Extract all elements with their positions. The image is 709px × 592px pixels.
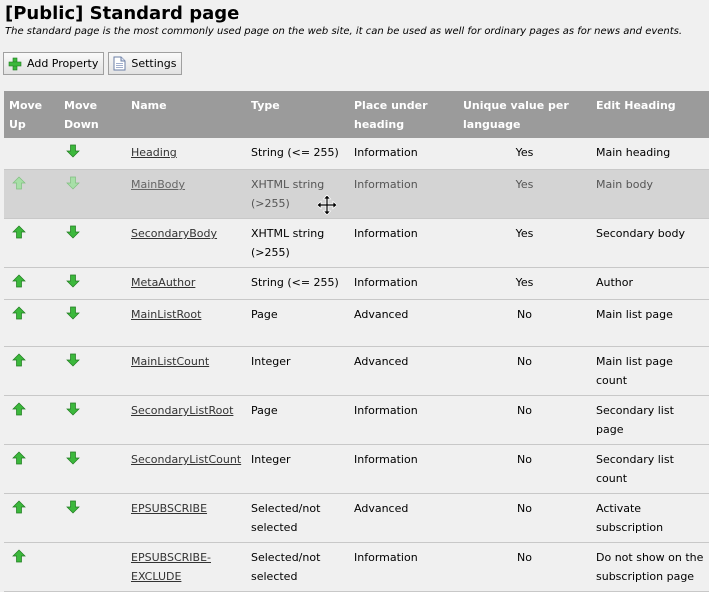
arrow-up-icon[interactable] (12, 500, 26, 514)
property-unique-cell (458, 138, 591, 170)
property-place: Information (354, 227, 418, 240)
property-unique-cell (458, 268, 591, 300)
arrow-up-icon[interactable] (12, 549, 26, 563)
property-place: Information (354, 453, 418, 466)
property-type-cell (246, 445, 349, 494)
property-place-cell (349, 219, 458, 268)
property-edit-heading-cell (591, 543, 709, 592)
move-up-cell (4, 300, 59, 347)
property-place: Information (354, 276, 418, 289)
property-type: XHTML string (>255) (251, 178, 325, 210)
property-name-link-cell (126, 396, 246, 445)
property-name-link[interactable]: MainBody (131, 178, 186, 191)
property-name-link[interactable]: MainListRoot (131, 308, 202, 321)
property-name-link[interactable]: EPSUBSCRIBE-EXCLUDE (131, 551, 211, 583)
property-type-cell (246, 138, 349, 170)
property-place: Information (354, 178, 418, 191)
move-up-cell (4, 396, 59, 445)
property-type: Integer (251, 453, 291, 466)
property-place-cell (349, 268, 458, 300)
column-header-edit-heading: Edit Heading (591, 91, 709, 138)
property-unique-cell (458, 543, 591, 592)
property-place-cell (349, 170, 458, 219)
plus-icon (8, 57, 22, 71)
move-down-cell (59, 219, 126, 268)
arrow-up-icon[interactable] (12, 274, 26, 288)
property-unique-cell (458, 170, 591, 219)
table-row[interactable] (4, 543, 709, 592)
arrow-up-icon[interactable] (12, 306, 26, 320)
arrow-down-icon[interactable] (66, 353, 80, 367)
move-cursor-icon (317, 195, 337, 215)
property-name-link[interactable]: MainListCount (131, 355, 210, 368)
property-place: Information (354, 404, 418, 417)
move-down-cell (59, 170, 126, 219)
property-place-cell (349, 396, 458, 445)
arrow-up-icon[interactable] (12, 451, 26, 465)
table-row[interactable] (4, 138, 709, 170)
document-icon (113, 56, 126, 71)
property-edit-heading: Secondary body (596, 227, 685, 240)
property-edit-heading: Secondary list page (596, 404, 674, 436)
table-row[interactable] (4, 347, 709, 396)
property-name-link-cell (126, 300, 246, 347)
property-edit-heading-cell (591, 219, 709, 268)
property-name-link[interactable]: SecondaryBody (131, 227, 218, 240)
property-place: Advanced (354, 502, 409, 515)
property-edit-heading: Do not show on the subscription page (596, 551, 704, 583)
settings-label: Settings (131, 57, 177, 70)
arrow-down-icon[interactable] (66, 500, 80, 514)
property-edit-heading: Main list page count (596, 355, 673, 387)
arrow-down-icon[interactable] (66, 274, 80, 288)
property-unique: No (517, 551, 532, 564)
table-row[interactable] (4, 268, 709, 300)
move-down-cell (59, 347, 126, 396)
property-edit-heading: Secondary list count (596, 453, 674, 485)
move-down-cell (59, 494, 126, 543)
arrow-down-icon[interactable] (66, 144, 80, 158)
property-place-cell (349, 347, 458, 396)
property-name-link-cell (126, 445, 246, 494)
property-place-cell (349, 300, 458, 347)
property-type: Selected/not selected (251, 551, 321, 583)
property-edit-heading: Author (596, 276, 634, 289)
property-place-cell (349, 494, 458, 543)
table-row[interactable] (4, 494, 709, 543)
properties-table (4, 91, 709, 592)
arrow-up-icon[interactable] (12, 176, 26, 190)
arrow-up-icon[interactable] (12, 353, 26, 367)
property-place: Information (354, 146, 418, 159)
property-edit-heading-cell (591, 170, 709, 219)
settings-button[interactable] (108, 52, 182, 75)
move-up-cell (4, 219, 59, 268)
column-header-move-down: Move Down (59, 91, 126, 138)
toolbar (3, 52, 182, 75)
property-edit-heading: Main body (596, 178, 653, 191)
column-header-unique: Unique value per language (458, 91, 591, 138)
move-up-cell (4, 445, 59, 494)
property-unique: No (517, 453, 532, 466)
property-unique-cell (458, 396, 591, 445)
property-place: Information (354, 551, 418, 564)
property-edit-heading: Main list page (596, 308, 673, 321)
property-unique: Yes (515, 227, 534, 240)
property-type-cell (246, 268, 349, 300)
property-unique-cell (458, 300, 591, 347)
property-place: Advanced (354, 308, 409, 321)
property-type: Page (251, 404, 278, 417)
property-edit-heading-cell (591, 396, 709, 445)
column-header-place: Place under heading (349, 91, 458, 138)
property-unique-cell (458, 494, 591, 543)
property-name-link-cell (126, 543, 246, 592)
property-type: XHTML string (>255) (251, 227, 325, 259)
property-name-link-cell (126, 494, 246, 543)
property-unique: Yes (515, 146, 534, 159)
arrow-down-icon[interactable] (66, 451, 80, 465)
property-name-link-cell (126, 219, 246, 268)
move-down-cell (59, 268, 126, 300)
property-unique-cell (458, 347, 591, 396)
property-place-cell (349, 445, 458, 494)
arrow-down-icon[interactable] (66, 306, 80, 320)
property-type-cell (246, 219, 349, 268)
move-up-cell (4, 170, 59, 219)
property-edit-heading-cell (591, 138, 709, 170)
property-type-cell (246, 300, 349, 347)
property-place-cell (349, 138, 458, 170)
property-edit-heading-cell (591, 268, 709, 300)
property-name-link[interactable]: Heading (131, 146, 177, 159)
property-type: Page (251, 308, 278, 321)
column-header-type: Type (246, 91, 349, 138)
page-description: The standard page is the most commonly used page on the web site, it can be used as well for ordinary pages as for news and events. (5, 26, 683, 37)
property-unique: Yes (515, 178, 534, 191)
table-row[interactable] (4, 219, 709, 268)
page-title: [Public] Standard page (5, 3, 240, 24)
property-type: String (<= 255) (251, 146, 339, 159)
property-edit-heading-cell (591, 445, 709, 494)
table-row[interactable] (4, 396, 709, 445)
property-name-link[interactable]: MetaAuthor (131, 276, 196, 289)
arrow-down-icon[interactable] (66, 225, 80, 239)
property-name-link[interactable]: SecondaryListCount (131, 453, 242, 466)
property-type: String (<= 255) (251, 276, 339, 289)
property-unique: Yes (515, 276, 534, 289)
move-up-cell (4, 347, 59, 396)
property-unique: No (517, 355, 532, 368)
property-name-link-cell (126, 170, 246, 219)
property-unique: No (517, 308, 532, 321)
property-edit-heading-cell (591, 347, 709, 396)
table-row[interactable] (4, 445, 709, 494)
table-row[interactable] (4, 300, 709, 347)
move-down-cell (59, 396, 126, 445)
move-up-cell (4, 543, 59, 592)
move-down-cell (59, 300, 126, 347)
move-down-cell (59, 138, 126, 170)
property-type-cell (246, 347, 349, 396)
add-property-button[interactable] (3, 52, 104, 75)
property-unique: No (517, 404, 532, 417)
property-place: Advanced (354, 355, 409, 368)
arrow-down-icon[interactable] (66, 402, 80, 416)
column-header-move-up: Move Up (4, 91, 59, 138)
property-edit-heading: Main heading (596, 146, 671, 159)
property-edit-heading-cell (591, 300, 709, 347)
property-place-cell (349, 543, 458, 592)
property-unique-cell (458, 445, 591, 494)
move-up-cell (4, 494, 59, 543)
property-unique: No (517, 502, 532, 515)
property-unique-cell (458, 219, 591, 268)
move-up-cell (4, 138, 59, 170)
property-name-link-cell (126, 138, 246, 170)
property-type-cell (246, 396, 349, 445)
property-edit-heading: Activate subscription (596, 502, 664, 534)
property-name-link-cell (126, 347, 246, 396)
arrow-up-icon[interactable] (12, 225, 26, 239)
column-header-name: Name (126, 91, 246, 138)
table-row[interactable] (4, 170, 709, 219)
property-name-link[interactable]: EPSUBSCRIBE (131, 502, 208, 515)
property-name-link-cell (126, 268, 246, 300)
property-type: Integer (251, 355, 291, 368)
add-property-label: Add Property (27, 57, 99, 70)
table-header (4, 91, 709, 138)
arrow-up-icon[interactable] (12, 402, 26, 416)
move-up-cell (4, 268, 59, 300)
property-type-cell (246, 543, 349, 592)
move-down-cell (59, 543, 126, 592)
property-name-link[interactable]: SecondaryListRoot (131, 404, 234, 417)
property-type-cell (246, 494, 349, 543)
move-down-cell (59, 445, 126, 494)
property-edit-heading-cell (591, 494, 709, 543)
arrow-down-icon[interactable] (66, 176, 80, 190)
property-type: Selected/not selected (251, 502, 321, 534)
